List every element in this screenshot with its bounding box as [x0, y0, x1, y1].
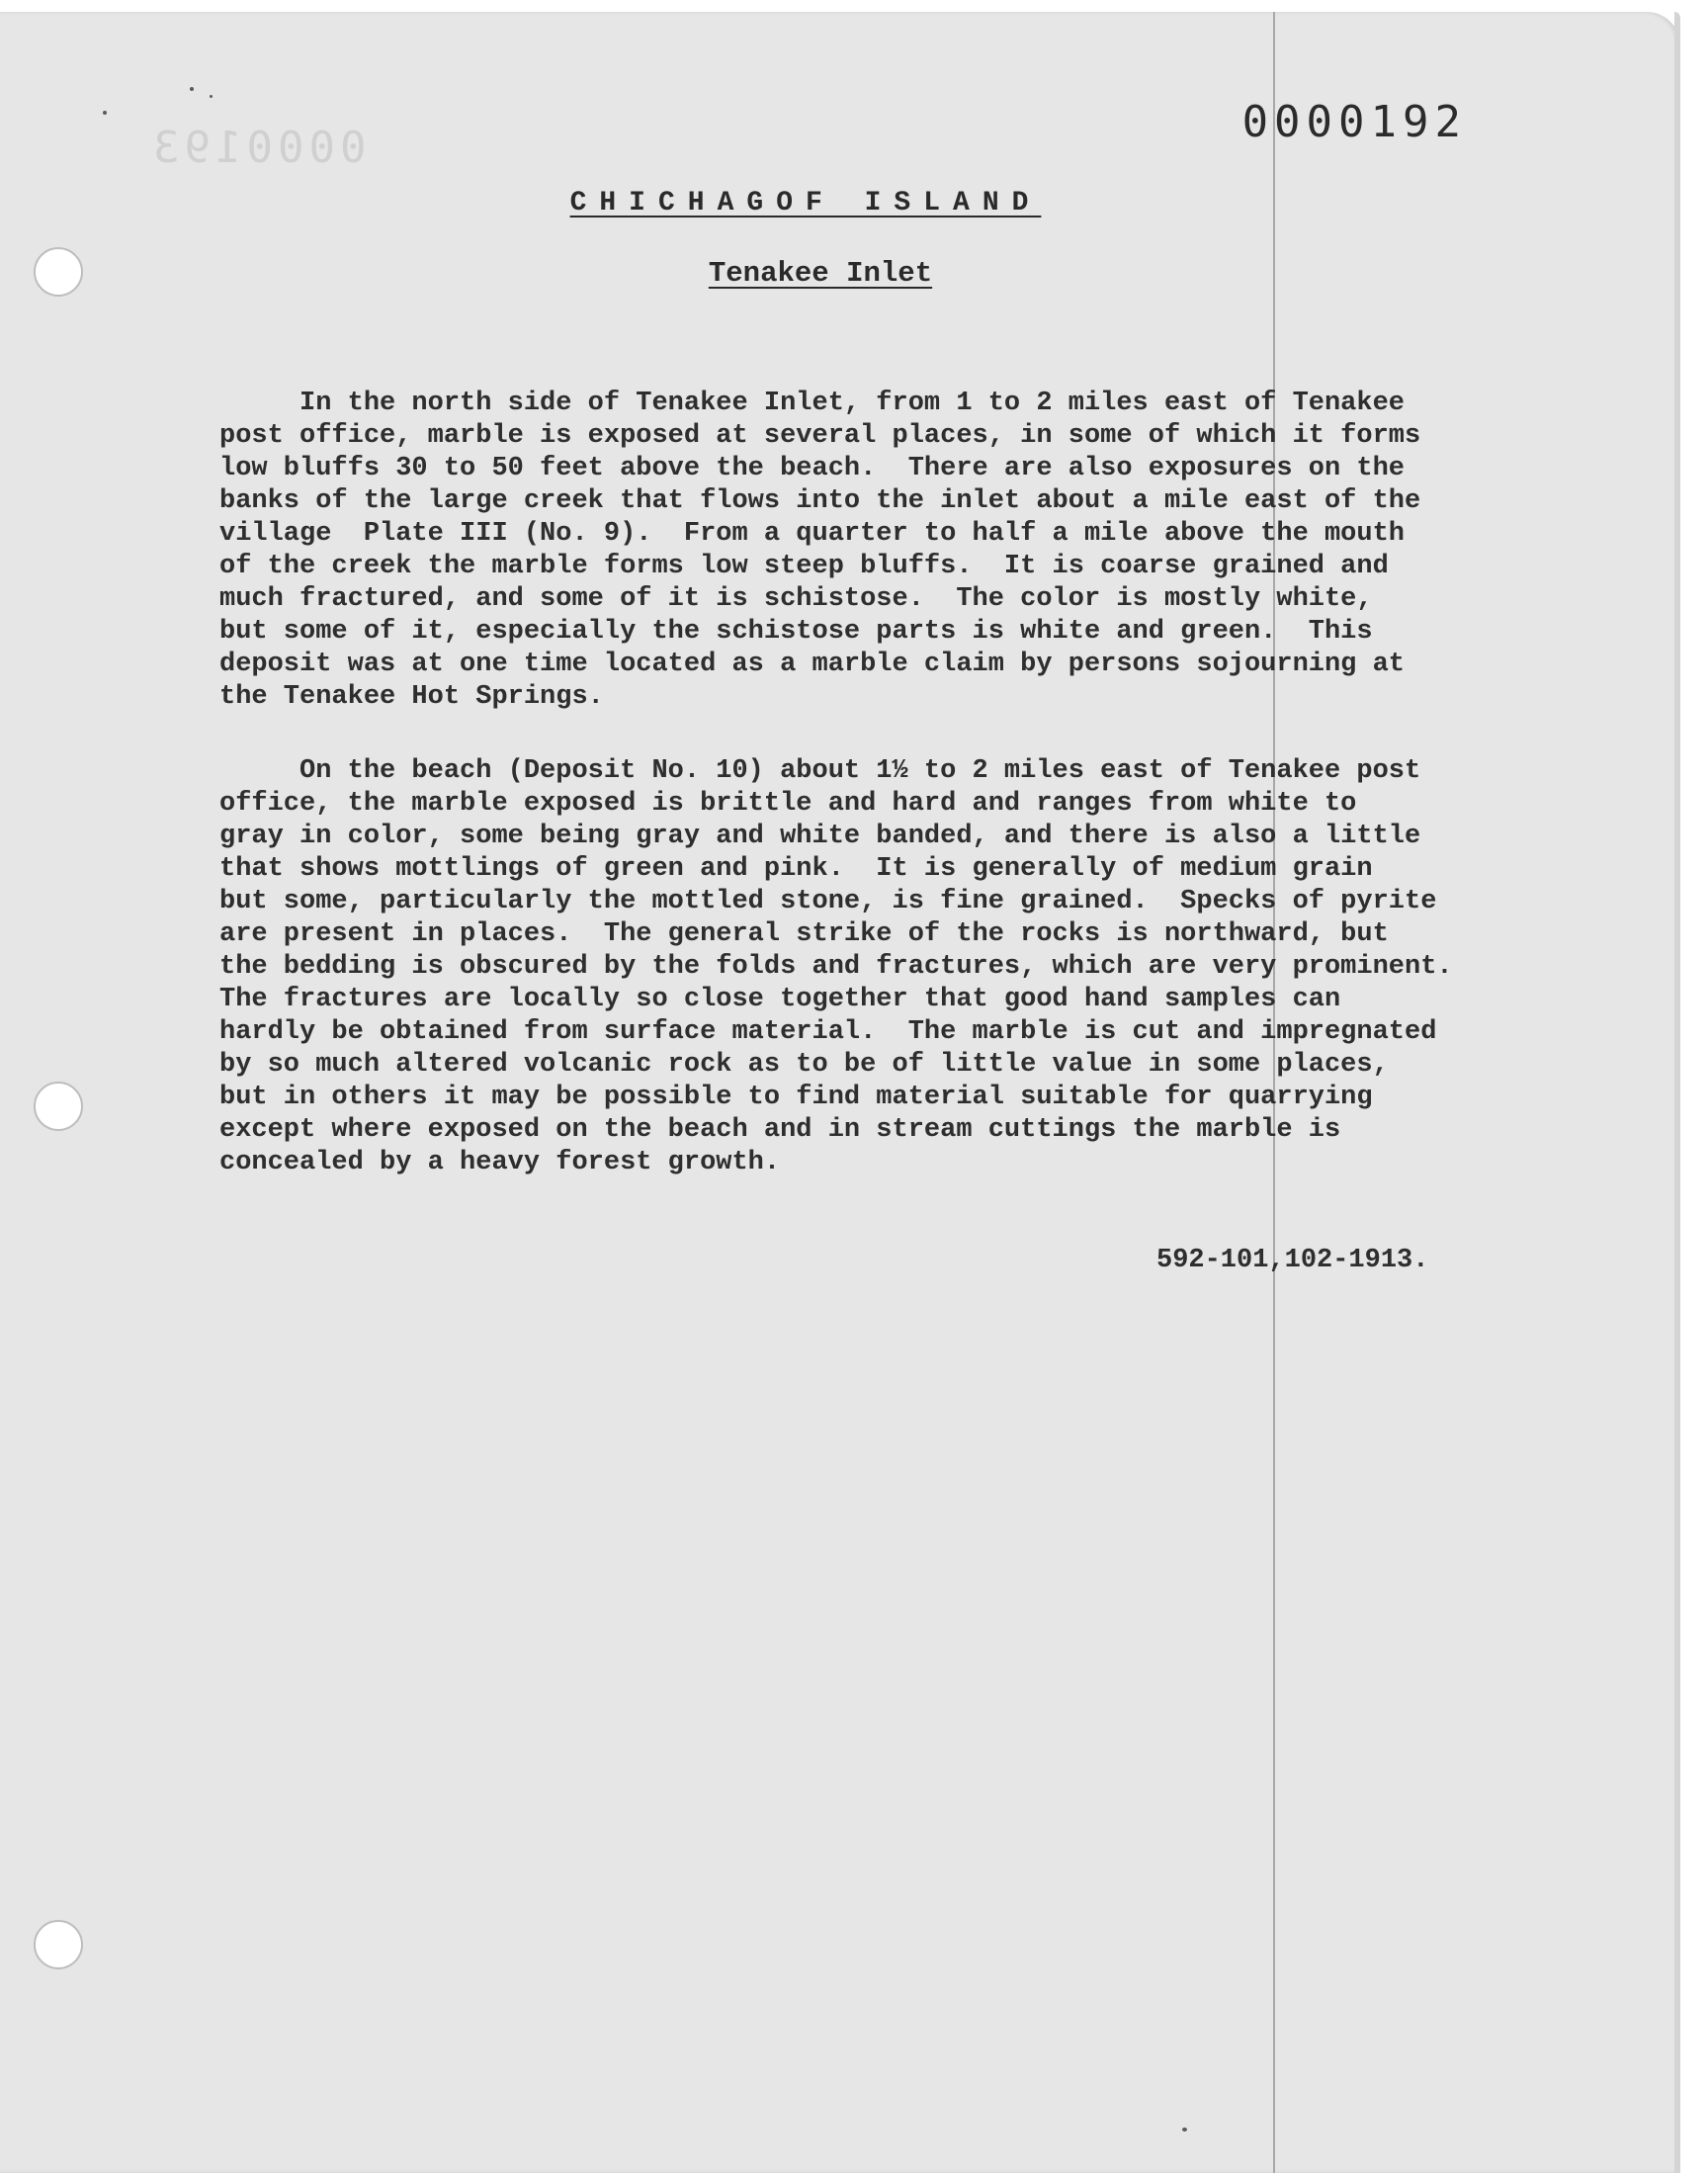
speck: [1182, 2128, 1187, 2132]
document-title-text: CHICHAGOF ISLAND: [569, 188, 1042, 218]
document-title: [0, 188, 1611, 218]
speck: [210, 95, 213, 98]
speck: [103, 111, 107, 115]
ghost-page-number: 0000193: [148, 123, 367, 173]
document-page: [0, 12, 1680, 2173]
document-subtitle: [0, 257, 1641, 290]
body-paragraph-2: On the beach (Deposit No. 10) about 1½ to 2 miles east of Tenakee post office, the marble exposed is brittle and hard and ranges from white to gray in color, some being gray and white banded, and there is also a little that shows mottlings of green and pink. It is generally of medium grain but some, particularly the mottled stone, is fine grained. Specks of pyrite are present in places. The general strike of the rocks is northward, but the bedding is obscured by the folds and fractures, which are very prominent. The fractures are locally so close together that good hand samples can hardly be obtained from surface material. The marble is cut and impregnated by so much altered volcanic rock as to be of little value in some places, but in others it may be possible to find material suitable for quarrying except where exposed on the beach and in stream cuttings the marble is concealed by a heavy forest growth.: [219, 756, 1453, 1177]
punch-hole-bottom: [34, 1920, 83, 1969]
page-edge: [1674, 12, 1680, 2173]
reference-number: 592-101,102-1913.: [1156, 1246, 1429, 1275]
document-subtitle-text: Tenakee Inlet: [708, 257, 933, 290]
body-paragraph-1: In the north side of Tenakee Inlet, from 1 to 2 miles east of Tenakee post office, marble is exposed at several places, in some of which it forms low bluffs 30 to 50 feet above the beach. There are also exposures on the banks of the large creek that flows into the inlet about a mile east of the village Plate III (No. 9). From a quarter to half a mile above the mouth of the creek the marble forms low steep bluffs. It is coarse grained and much fractured, and some of it is schistose. The color is mostly white, but some of it, especially the schistose parts is white and green. This deposit was at one time located as a marble claim by persons sojourning at the Tenakee Hot Springs.: [219, 389, 1421, 712]
speck: [190, 87, 194, 91]
page-number: 0000192: [1241, 97, 1467, 147]
punch-hole-middle: [34, 1082, 83, 1131]
